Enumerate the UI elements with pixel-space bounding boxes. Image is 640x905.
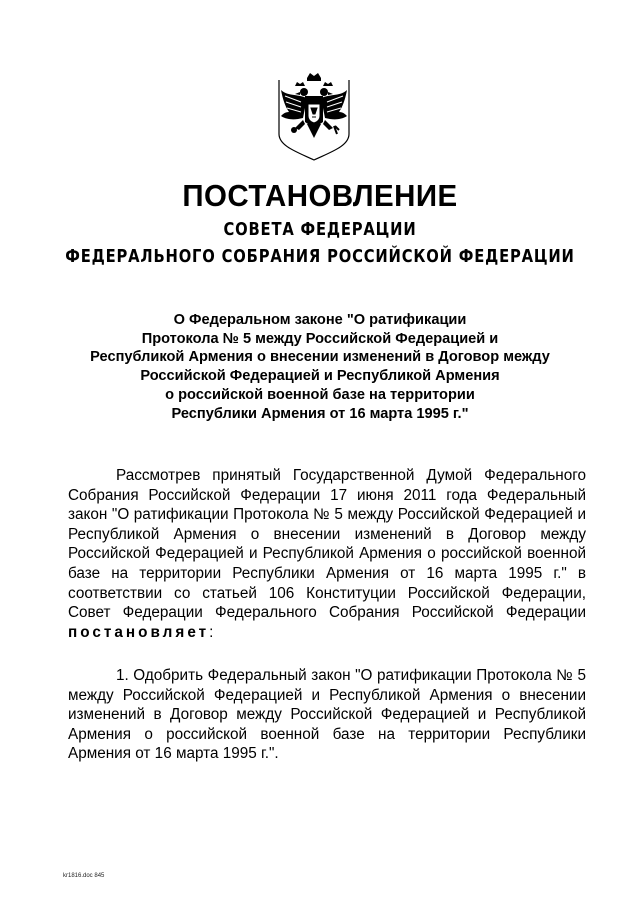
subject-line: Протокола № 5 между Российской Федерацией и [141, 330, 499, 347]
issuing-body-line2: ФЕДЕРАЛЬНОГО СОБРАНИЯ РОССИЙСКОЙ ФЕДЕРАЦИИ [65, 246, 575, 267]
coat-of-arms-icon [277, 72, 351, 162]
document-subject [40, 311, 600, 423]
subject-line: Российской Федерацией и Республикой Армения [140, 368, 500, 385]
preamble-body: Рассмотрев принятый Государственной Думой Федерального Собрания Российской Федерации 17 июня 2011 года Федеральный закон "О ратификации Протокола № 5 между Российской Федерацией и Республикой Армения о внесении изменений в Договор между Российской Федерацией и Республикой Армения о российской военной базе на территории Республики Армения от 16 марта 1995 г." в соответствии со статьей 106 Конституции Российской Федерации, Совет Федерации Федерального Собрания Российской Федерации [68, 467, 586, 622]
document-title: ПОСТАНОВЛЕНИЕ [182, 178, 458, 213]
file-reference: kr1816.doc 845 [63, 873, 105, 879]
resolution-item-text: 1. Одобрить Федеральный закон "О ратификации Протокола № 5 между Российской Федерацией и Республикой Армения о внесении изменений в Договор между Российской Федерацией и Республикой Армения о российской военной базе на территории Республики Армения от 16 марта 1995 г.". [68, 667, 586, 763]
subject-line: Республики Армения от 16 марта 1995 г." [171, 405, 469, 422]
preamble-paragraph [68, 466, 586, 642]
subject-line: Республикой Армения о внесении изменений в Договор между [90, 349, 550, 366]
resolution-item-1 [68, 666, 586, 764]
preamble-colon: : [209, 623, 214, 641]
subject-line: о российской военной базе на территории [165, 386, 475, 403]
subject-line: О Федеральном законе "О ратификации [173, 312, 467, 328]
preamble-text [68, 466, 586, 642]
issuing-body-line1: СОВЕТА ФЕДЕРАЦИИ [223, 219, 417, 240]
resolves-keyword: постановляет [68, 623, 210, 641]
